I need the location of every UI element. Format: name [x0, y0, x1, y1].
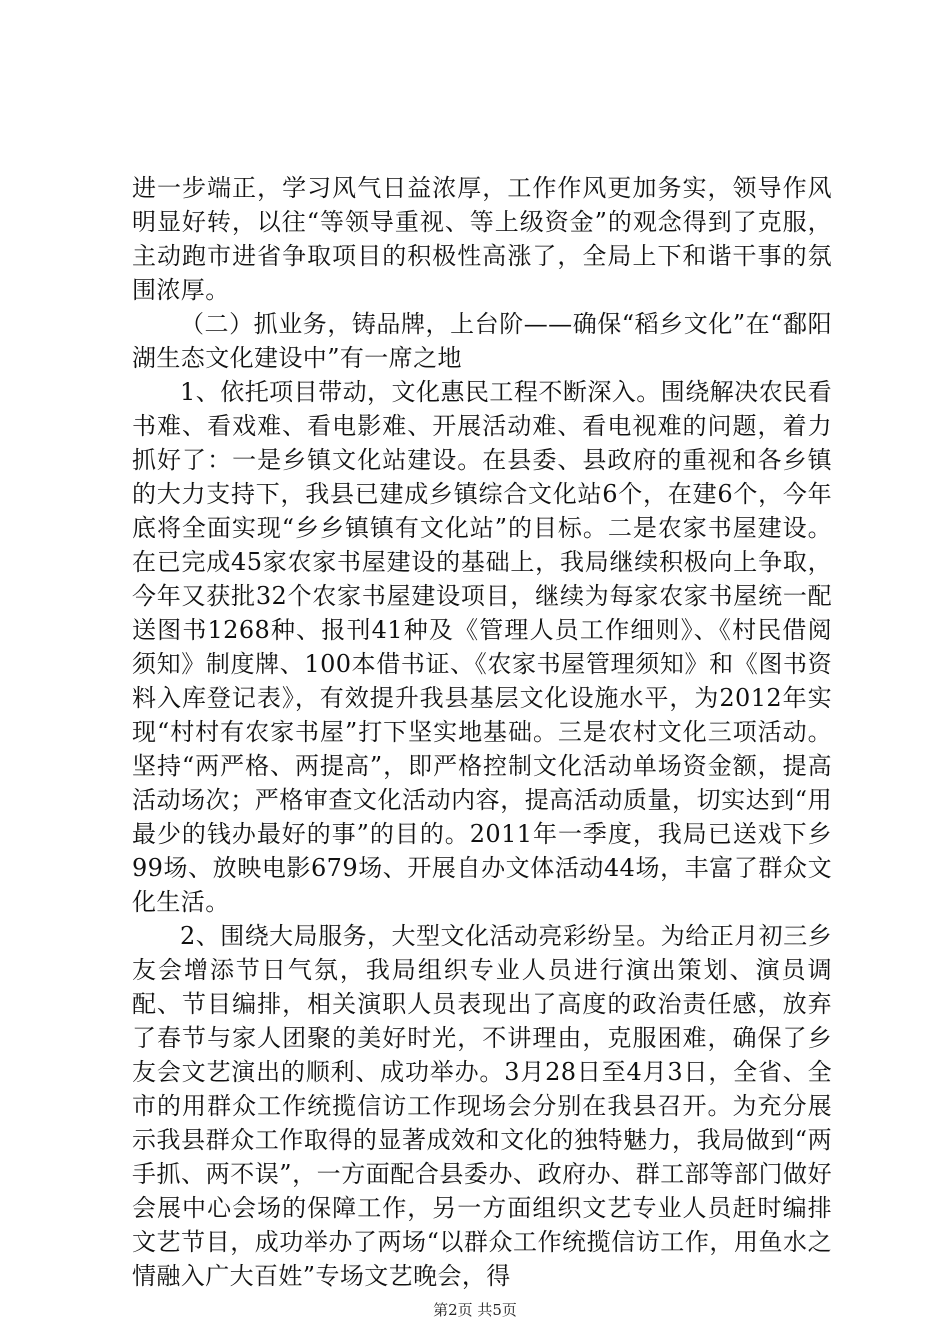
section-heading: （二）抓业务，铸品牌，上台阶——确保“稻乡文化”在“鄱阳湖生态文化建设中”有一席之地: [132, 310, 832, 372]
page-number-footer: 第2页 共5页: [433, 1301, 517, 1319]
paragraph-continuation: 进一步端正，学习风气日益浓厚，工作作风更加务实，领导作风明显好转，以往“等领导重视、等上级资金”的观念得到了克服，主动跑市进省争取项目的积极性高涨了，全局上下和谐干事的氛围浓厚。: [132, 174, 832, 304]
paragraph-item-1: 1、依托项目带动，文化惠民工程不断深入。围绕解决农民看书难、看戏难、看电影难、开展活动难、看电视难的问题，着力抓好了：一是乡镇文化站建设。在县委、县政府的重视和各乡镇的大力支持下，我县已建成乡镇综合文化站6个，在建6个，今年底将全面实现“乡乡镇镇有文化站”的目标。二是农家书屋建设。在已完成45家农家书屋建设的基础上，我局继续积极向上争取，今年又获批32个农家书屋建设项目，继续为每家农家书屋统一配送图书1268种、报刊41种及《管理人员工作细则》、《村民借阅须知》制度牌、100本借书证、《农家书屋管理须知》和《图书资料入库登记表》，有效提升我县基层文化设施水平，为2012年实现“村村有农家书屋”打下坚实地基础。三是农村文化三项活动。坚持“两严格、两提高”，即严格控制文化活动单场资金额，提高活动场次；严格审查文化活动内容，提高活动质量，切实达到“用最少的钱办最好的事”的目的。2011年一季度，我局已送戏下乡99场、放映电影679场、开展自办文体活动44场，丰富了群众文化生活。: [132, 378, 832, 916]
document-body: [132, 171, 832, 1293]
paragraph-item-2: 2、围绕大局服务，大型文化活动亮彩纷呈。为给正月初三乡友会增添节日气氛，我局组织专业人员进行演出策划、演员调配、节目编排，相关演职人员表现出了高度的政治责任感，放弃了春节与家人团聚的美好时光，不讲理由，克服困难，确保了乡友会文艺演出的顺利、成功举办。3月28日至4月3日，全省、全市的用群众工作统揽信访工作现场会分别在我县召开。为充分展示我县群众工作取得的显著成效和文化的独特魅力，我局做到“两手抓、两不误”，一方面配合县委办、政府办、群工部等部门做好会展中心会场的保障工作，另一方面组织文艺专业人员赶时编排文艺节目，成功举办了两场“以群众工作统揽信访工作，用鱼水之情融入广大百姓”专场文艺晚会，得: [132, 922, 832, 1290]
